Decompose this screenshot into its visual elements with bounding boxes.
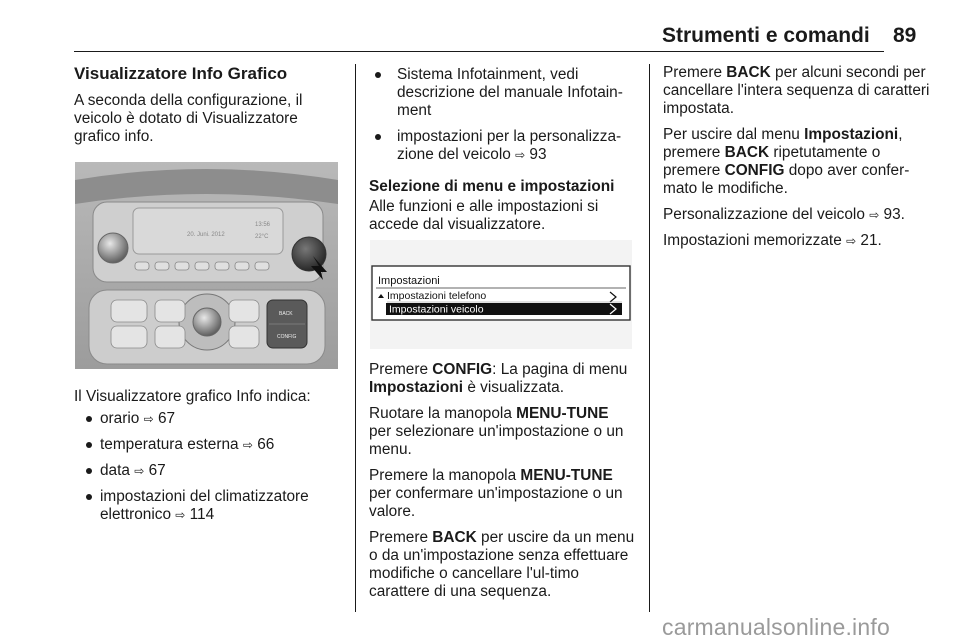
page-number: 89 xyxy=(893,24,917,47)
screen-date-text: 20. Juni. 2012 xyxy=(187,232,225,238)
ref-arrow-icon: ⇨ xyxy=(175,508,186,522)
infotainment-list xyxy=(369,66,635,164)
list-item: impostazioni del climatizzatore elettronico ⇨ 114 xyxy=(74,488,342,524)
paragraph: Per uscire dal menu Impostazioni, premere BACK ripetutamente o premere CONFIG dopo aver confer-mato le modifiche. xyxy=(663,126,910,197)
screen-item-telefono: Impostazioni telefono xyxy=(387,290,487,302)
section-title: Strumenti e comandi xyxy=(662,24,870,47)
sub-intro: Alle funzioni e alle impostazioni si accede dal visualizzatore. xyxy=(369,198,599,233)
intro-paragraph: A seconda della configurazione, il veicolo è dotato di Visualizzatore grafico info. xyxy=(74,92,303,145)
watermark: carmanualsonline.info xyxy=(662,614,890,640)
paragraph: Premere CONFIG: La pagina di menu Impostazioni è visualizzata. xyxy=(369,361,628,396)
header-rule xyxy=(74,51,884,52)
screen-item-veicolo: Impostazioni veicolo xyxy=(389,303,484,316)
ref-arrow-icon: ⇨ xyxy=(515,148,526,162)
column-3 xyxy=(663,64,931,258)
section-heading: Visualizzatore Info Grafico xyxy=(74,64,288,83)
paragraph: Premere BACK per uscire da un menu o da un'impostazione senza effettuare modifiche o cancellare l'ul-timo carattere di una sequenza. xyxy=(369,529,635,600)
back-button-label: BACK xyxy=(279,311,293,317)
ref-arrow-icon: ⇨ xyxy=(869,208,880,222)
column-divider-1 xyxy=(355,64,356,612)
indicates-lead: Il Visualizzatore grafico Info indica: xyxy=(74,388,311,405)
column-2 xyxy=(369,64,635,242)
ref-arrow-icon: ⇨ xyxy=(143,412,154,426)
column-2-lower xyxy=(369,361,635,609)
paragraph: Personalizzazione del veicolo ⇨ 93. xyxy=(663,206,905,223)
settings-screen-figure xyxy=(370,240,632,349)
paragraph: Premere la manopola MENU-TUNE per confermare un'impostazione o un valore. xyxy=(369,467,623,520)
ref-arrow-icon: ⇨ xyxy=(242,438,253,452)
subheading: Selezione di menu e impostazioni xyxy=(369,178,615,195)
dashboard-photo xyxy=(75,162,338,369)
column-1 xyxy=(74,64,342,154)
paragraph: Premere BACK per alcuni secondi per cancellare l'intera sequenza di caratteri impostata. xyxy=(663,64,930,117)
paragraph: Impostazioni memorizzate ⇨ 21. xyxy=(663,232,882,249)
indicator-list xyxy=(74,410,342,524)
config-button-label: CONFIG xyxy=(277,334,297,340)
list-item: temperatura esterna ⇨ 66 xyxy=(74,436,342,454)
list-item: data ⇨ 67 xyxy=(74,462,342,480)
column-1-lower xyxy=(74,388,342,532)
ref-arrow-icon: ⇨ xyxy=(846,234,857,248)
list-item: Sistema Infotainment, vedi descrizione del manuale Infotain-ment xyxy=(369,66,635,120)
list-item: impostazioni per la personalizza-zione del veicolo ⇨ 93 xyxy=(369,128,635,164)
screen-title: Impostazioni xyxy=(378,275,440,287)
list-item: orario ⇨ 67 xyxy=(74,410,342,428)
screen-time-text: 13:56 xyxy=(255,222,271,228)
screen-temp-text: 22°C xyxy=(255,234,269,240)
paragraph: Ruotare la manopola MENU-TUNE per selezionare un'impostazione o un menu. xyxy=(369,405,624,458)
column-divider-2 xyxy=(649,64,650,612)
ref-arrow-icon: ⇨ xyxy=(134,464,145,478)
